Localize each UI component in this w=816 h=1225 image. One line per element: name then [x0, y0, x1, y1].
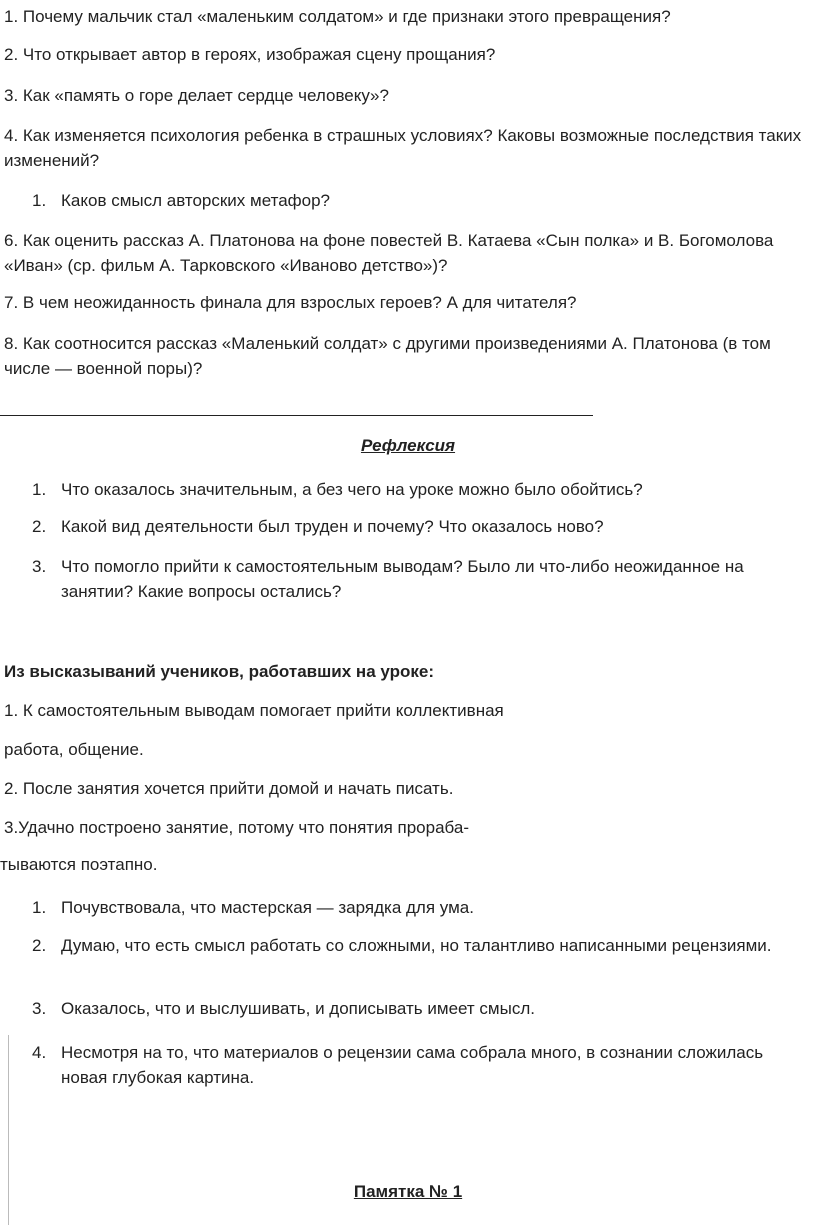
reflection-heading: Рефлексия	[360, 436, 456, 455]
question-1: 1. Почему мальчик стал «маленьким солдатом» и где признаки этого превращения?	[4, 7, 671, 26]
list-text: Думаю, что есть смысл работать со сложными, но талантливо написанными рецензиями.	[61, 936, 772, 955]
question-3: 3. Как «память о горе делает сердце человеку»?	[4, 86, 389, 105]
list-text: Что помогло прийти к самостоятельным выводам? Было ли что-либо неожиданное на занятии? Какие вопросы остались?	[61, 557, 744, 601]
question-4: 4. Как изменяется психология ребенка в страшных условиях? Каковы возможные последствия таких изменений?	[4, 126, 802, 170]
list-number: 2.	[32, 517, 47, 536]
horizontal-rule	[0, 415, 593, 416]
list-text: Какой вид деятельности был труден и почему? Что оказалось ново?	[61, 517, 604, 536]
list-number: 4.	[32, 1043, 47, 1062]
list-text: Почувствовала, что мастерская — зарядка для ума.	[61, 898, 474, 917]
list-number: 2.	[32, 936, 47, 955]
list-text: Каков смысл авторских метафор?	[61, 191, 330, 210]
list-number: 3.	[32, 557, 47, 576]
question-6: 6. Как оценить рассказ А. Платонова на фоне повестей В. Катаева «Сын полка» и В. Богомолова «Иван» (ср. фильм А. Тарковского «Иваново детство»)?	[4, 231, 774, 275]
list-text: Оказалось, что и выслушивать, и дописывать имеет смысл.	[61, 999, 535, 1018]
list-number: 1.	[32, 898, 47, 917]
list-number: 1.	[32, 191, 47, 210]
list-number: 3.	[32, 999, 47, 1018]
statement-line: тываются поэтапно.	[0, 855, 158, 874]
list-text: Что оказалось значительным, а без чего на уроке можно было обойтись?	[61, 480, 643, 499]
statement-line: 3.Удачно построено занятие, потому что понятия прораба-	[4, 818, 469, 837]
statement-line: 2. После занятия хочется прийти домой и начать писать.	[4, 779, 454, 798]
question-7: 7. В чем неожиданность финала для взрослых героев? А для читателя?	[4, 293, 577, 312]
statement-line: 1. К самостоятельным выводам помогает прийти коллективная	[4, 701, 504, 720]
question-8: 8. Как соотносится рассказ «Маленький солдат» с другими произведениями А. Платонова (в том числе — военной поры)?	[4, 334, 771, 378]
statements-heading: Из высказываний учеников, работавших на уроке:	[4, 662, 434, 681]
memo-heading: Памятка № 1	[353, 1182, 463, 1201]
list-number: 1.	[32, 480, 47, 499]
statement-line: работа, общение.	[4, 740, 144, 759]
list-text: Несмотря на то, что материалов о рецензии сама собрала много, в сознании сложилась новая глубокая картина.	[61, 1043, 764, 1087]
question-2: 2. Что открывает автор в героях, изображая сцену прощания?	[4, 45, 496, 64]
